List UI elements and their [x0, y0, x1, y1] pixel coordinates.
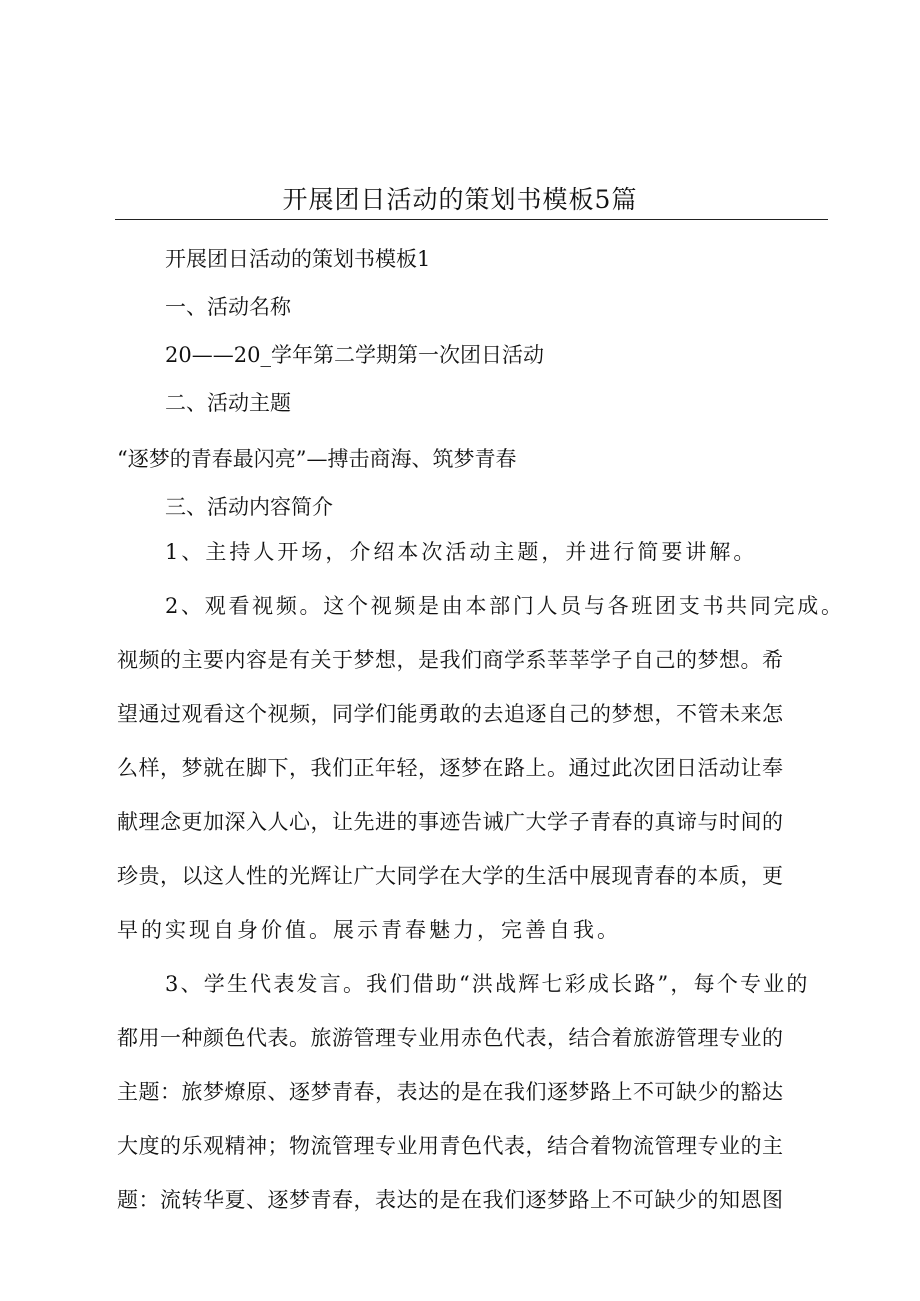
paragraph-line: 题：流转华夏、逐梦青春，表达的是在我们逐梦路上不可缺少的知恩图	[117, 1188, 784, 1212]
paragraph-line: 么样，梦就在脚下，我们正年轻，逐梦在路上。通过此次团日活动让奉	[117, 756, 784, 780]
paragraph-line: 献理念更加深入人心，让先进的事迹告诫广大学子青春的真谛与时间的	[117, 810, 784, 834]
section-heading: 开展团日活动的策划书模板1	[165, 247, 431, 271]
activity-name: 20——20_学年第二学期第一次团日活动	[165, 343, 544, 367]
paragraph-line: 珍贵，以这人性的光辉让广大同学在大学的生活中展现青春的本质，更	[117, 864, 784, 888]
paragraph-line: 主题：旅梦燎原、逐梦青春，表达的是在我们逐梦路上不可缺少的豁达	[117, 1080, 784, 1104]
section-heading: 二、活动主题	[165, 391, 291, 415]
section-heading: 三、活动内容简介	[165, 495, 333, 519]
paragraph-line: 都用一种颜色代表。旅游管理专业用赤色代表，结合着旅游管理专业的	[117, 1026, 784, 1050]
paragraph-line: 大度的乐观精神；物流管理专业用青色代表，结合着物流管理专业的主	[117, 1134, 784, 1158]
section-heading: 一、活动名称	[165, 295, 291, 319]
paragraph-line: 望通过观看这个视频，同学们能勇敢的去追逐自己的梦想，不管未来怎	[117, 702, 784, 726]
paragraph-line: 早的实现自身价值。展示青春魅力，完善自我。	[117, 918, 621, 942]
title-underline	[115, 219, 828, 220]
document-title: 开展团日活动的策划书模板5篇	[282, 185, 638, 214]
paragraph-line: 1、主持人开场，介绍本次活动主题，并进行简要讲解。	[165, 540, 758, 564]
paragraph-line: 视频的主要内容是有关于梦想，是我们商学系莘莘学子自己的梦想。希	[117, 648, 784, 672]
paragraph-line: 2、观看视频。这个视频是由本部门人员与各班团支书共同完成。	[165, 594, 845, 618]
activity-theme: “逐梦的青春最闪亮”—搏击商海、筑梦青春	[117, 447, 517, 471]
paragraph-line: 3、学生代表发言。我们借助“洪战辉七彩成长路”，每个专业的	[165, 972, 810, 996]
